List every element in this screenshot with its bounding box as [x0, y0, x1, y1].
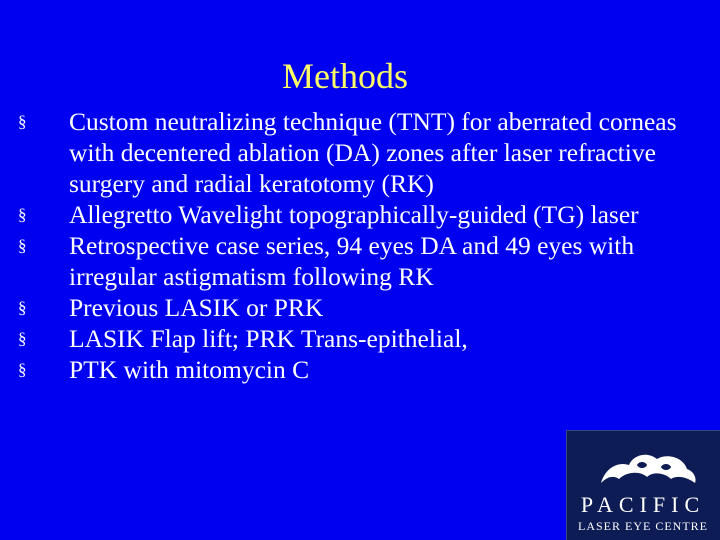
logo-line1: PACIFIC	[580, 492, 706, 517]
bullet-item	[0, 323, 709, 354]
bullet-marker: §	[18, 360, 27, 379]
slide-title: Methods	[282, 56, 408, 96]
bullet-text: Retrospective case series, 94 eyes DA and 49 eyes with irregular astigmatism following RK	[69, 231, 635, 291]
bullet-text: PTK with mitomycin C	[69, 355, 310, 384]
bullet-text: Previous LASIK or PRK	[69, 293, 324, 322]
bullet-text: Allegretto Wavelight topographically-guided (TG) laser	[69, 200, 639, 229]
bullet-text: Custom neutralizing technique (TNT) for aberrated corneas with decentered ablation (DA) zones after laser refractive surgery and radial keratotomy (RK)	[69, 107, 677, 198]
bullet-marker: §	[18, 298, 27, 317]
logo-line2: LASER EYE CENTRE	[578, 519, 708, 533]
wave-icon	[567, 431, 720, 493]
bullet-item	[0, 199, 709, 230]
bullet-item	[0, 354, 709, 385]
bullet-marker: §	[18, 236, 27, 255]
bullet-item	[0, 230, 709, 292]
bullet-item	[0, 292, 709, 323]
bullet-item	[0, 106, 709, 199]
bullet-text: LASIK Flap lift; PRK Trans-epithelial,	[69, 324, 468, 353]
pacific-laser-eye-centre-logo	[566, 430, 720, 540]
bullet-marker: §	[18, 205, 27, 224]
bullet-list	[0, 106, 709, 385]
bullet-marker: §	[18, 112, 27, 131]
bullet-marker: §	[18, 329, 27, 348]
